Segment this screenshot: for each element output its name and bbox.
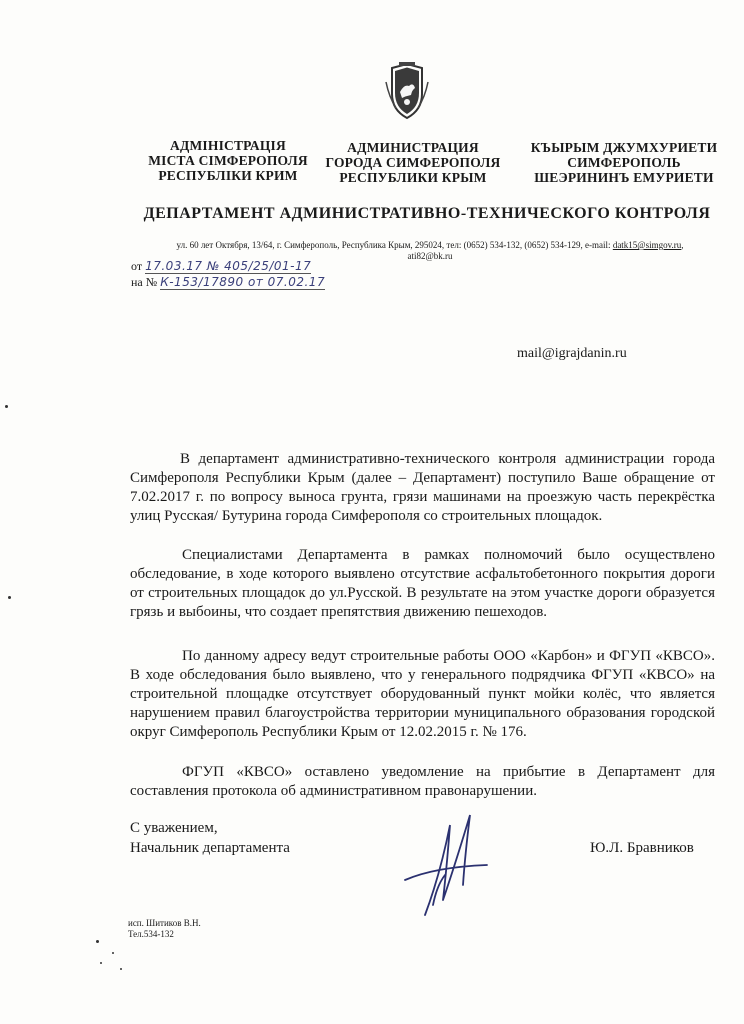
address-text: ул. 60 лет Октября, 13/64, г. Симферополь, Республика Крым, 295024, тел: (0652) 534-132, (0652) 534-129, e-mail: — [176, 240, 613, 250]
header-line: СИМФЕРОПОЛЬ — [567, 155, 681, 170]
reference-incoming — [131, 275, 325, 290]
department-title: ДЕПАРТАМЕНТ АДМИНИСТРАТИВНО-ТЕХНИЧЕСКОГО КОНТРОЛЯ — [143, 205, 711, 222]
header-line: МІСТА СІМФЕРОПОЛЯ — [148, 153, 308, 168]
body-paragraph: В департамент административно-технического контроля администрации города Симферополя Республики Крым (далее – Департамент) поступило Ваше обращение от 7.02.2017 г. по вопросу выноса грунта, грязи машинами на проезжую часть перекрёстка улиц Русская/ Бутурина города Симферополя со строительных площадок. — [130, 451, 715, 524]
closing-block — [130, 818, 290, 858]
body-paragraph: Специалистами Департамента в рамках полномочий было осуществлено обследование, в ходе которого выявлено отсутствие асфальтобетонного покрытия дороги от строительных площадок до ул.Русской. В результате на этом участке дороги образуется грязь и выбоины, что создает препятствия движению пешеходов. — [130, 547, 715, 620]
scan-speck — [120, 968, 122, 970]
header-crimean-tatar — [520, 140, 728, 185]
closing-position: Начальник департамента — [130, 840, 290, 856]
handwritten-signature — [395, 805, 495, 925]
reference-from-label: от — [131, 259, 143, 273]
header-line: РЕСПУБЛИКИ КРЫМ — [339, 170, 487, 185]
executor-name: исп. Шитиков В.Н. — [128, 918, 201, 928]
executor-block — [128, 918, 201, 940]
crimea-coat-of-arms-icon — [384, 62, 430, 120]
reference-to-label: на № — [131, 275, 158, 289]
header-line: ШЕЭРИНИНЪ ЕМУРИЕТИ — [534, 170, 714, 185]
header-line: ГОРОДА СИМФЕРОПОЛЯ — [325, 155, 501, 170]
closing-regards: С уважением, — [130, 820, 218, 836]
body-paragraph: ФГУП «КВСО» оставлено уведомление на прибытие в Департамент для составления протокола об административном правонарушении. — [130, 764, 715, 799]
signer-name: Ю.Л. Бравников — [590, 840, 694, 856]
header-russian — [318, 140, 508, 185]
header-line: АДМИНИСТРАЦИЯ — [347, 140, 479, 155]
scan-speck — [112, 952, 114, 954]
scan-speck — [100, 962, 102, 964]
header-line: РЕСПУБЛІКИ КРИМ — [158, 168, 298, 183]
reference-from-value: 17.03.17 № 405/25/01-17 — [145, 259, 312, 273]
header-line: КЪЫРЫМ ДЖУМХУРИЕТИ — [530, 140, 718, 155]
address-block: ул. 60 лет Октября, 13/64, г. Симферополь, Республика Крым, 295024, тел: (0652) 534-132, (0652) 534-129, e-mail: datk15@simgov.ru, ati82@bk.ru — [176, 240, 684, 261]
executor-phone: Тел.534-132 — [128, 929, 174, 939]
reference-outgoing — [131, 259, 311, 274]
reference-to-value: К-153/17890 от 07.02.17 — [160, 275, 326, 289]
header-line: АДМІНІСТРАЦІЯ — [170, 138, 286, 153]
scan-speck — [96, 940, 99, 943]
address-email-link[interactable]: datk15@simgov.ru — [612, 240, 682, 250]
header-ukrainian — [138, 138, 318, 183]
address-email-secondary: ati82@bk.ru — [407, 251, 453, 261]
body-paragraph: По данному адресу ведут строительные работы ООО «Карбон» и ФГУП «КВСО». В ходе обследования было выявлено, что у генерального подрядчика ФГУП «КВСО» на строительной площадке отсутствует оборудованный пункт мойки колёс, что является нарушением правил благоустройства территории муниципального образования городской округ Симферополь Республики Крым от 12.02.2015 г. № 176. — [130, 648, 715, 740]
scan-speck — [5, 405, 8, 408]
recipient-email: mail@igrajdanin.ru — [517, 346, 627, 361]
scan-speck — [8, 596, 11, 599]
